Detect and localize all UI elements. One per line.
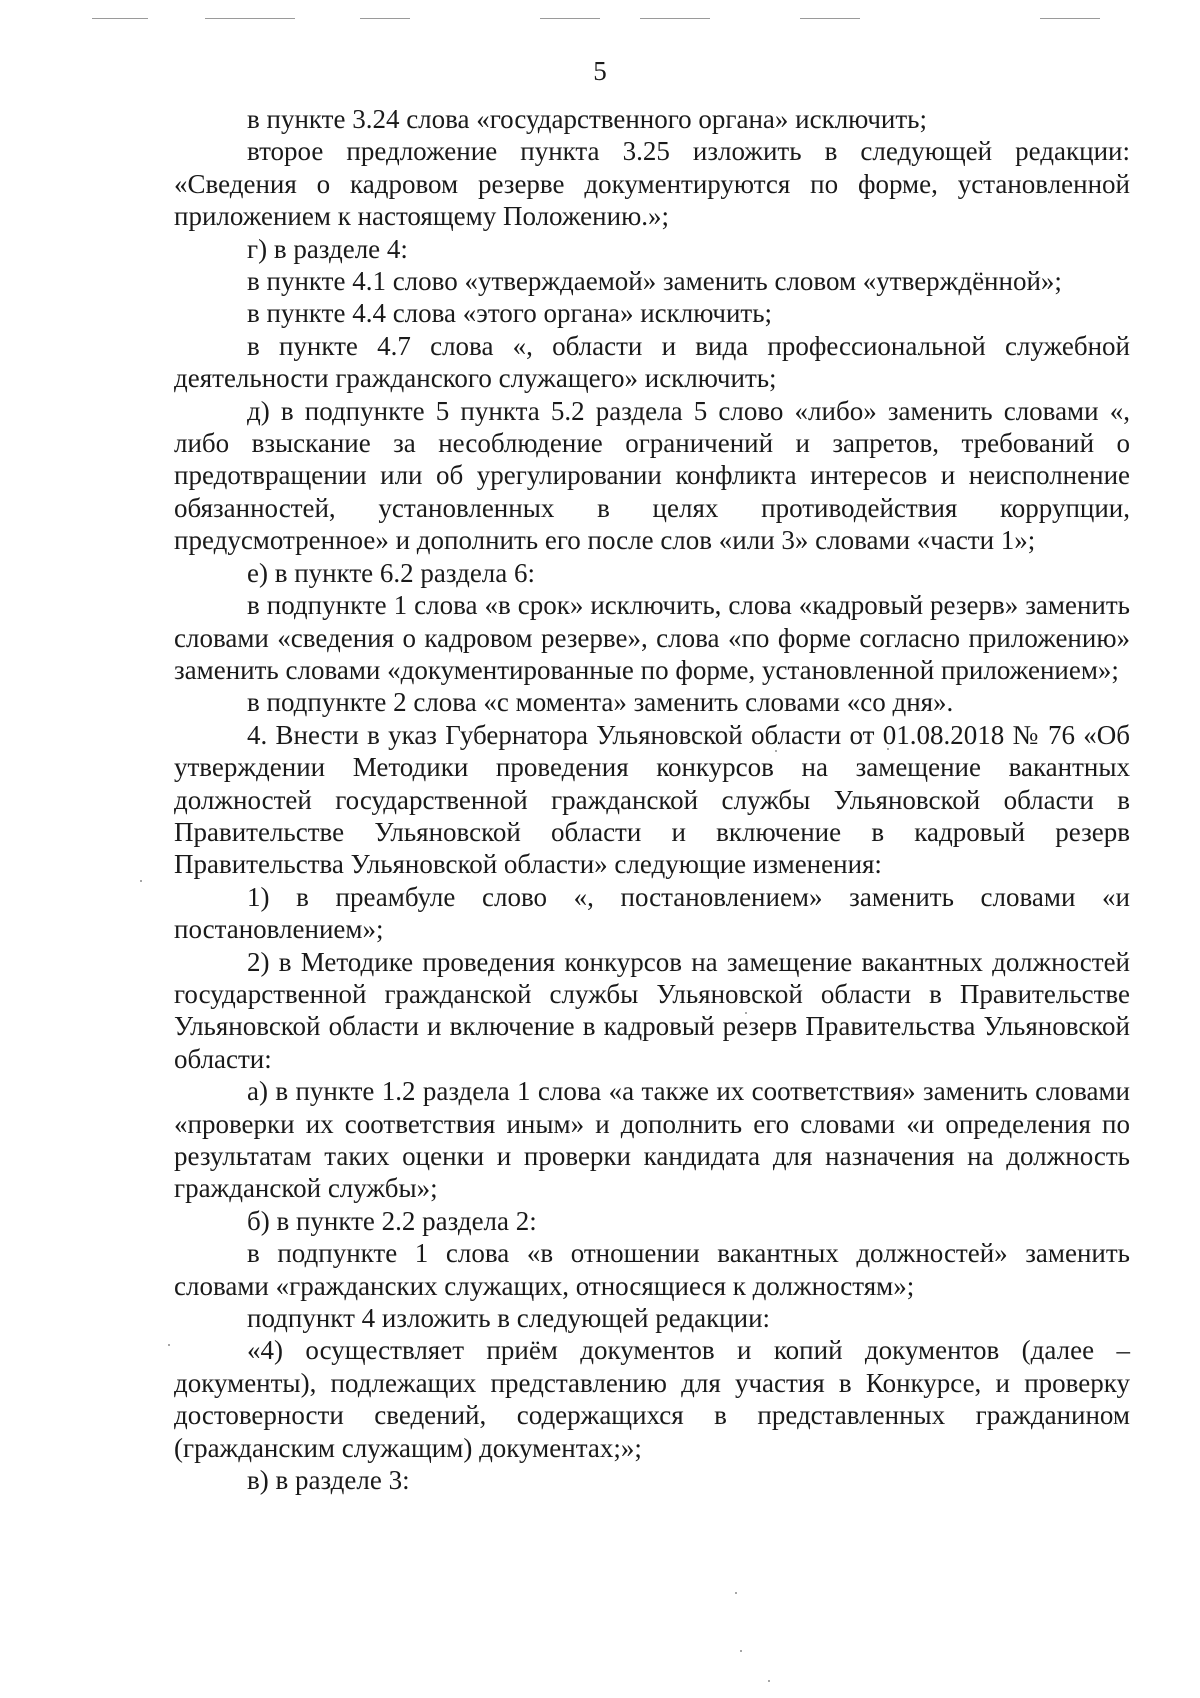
scan-artifact (735, 1592, 737, 1594)
paragraph: в подпункте 1 слова «в срок» исключить, слова «кадровый резерв» заменить словами «сведения о кадровом резерве», слова «по форме согласно приложению» заменить словами «документированные по форме, установленной приложением»; (174, 590, 1130, 685)
scan-artifact (640, 18, 710, 19)
paragraph: второе предложение пункта 3.25 изложить в следующей редакции: «Сведения о кадровом резерве документируются по форме, установленной приложением к настоящему Положению.»; (174, 136, 1130, 232)
paragraph: в пункте 4.7 слова «, области и вида профессиональной служебной деятельности гражданского служащего» исключить; (174, 330, 1130, 394)
paragraph: г) в разделе 4: (247, 233, 408, 264)
scan-artifact (768, 1680, 770, 1682)
scan-artifact (1040, 18, 1100, 19)
paragraph: а) в пункте 1.2 раздела 1 слова «а также их соответствия» заменить словами «проверки их соответствия иным» и дополнить его словами «и определения по результатам таких оценки и проверки кандидата для назначения на должность гражданской службы»; (174, 1076, 1130, 1204)
scan-artifact (92, 18, 148, 19)
scan-artifact (140, 880, 142, 882)
scan-artifact (205, 18, 295, 19)
paragraph: подпункт 4 изложить в следующей редакции: (247, 1303, 771, 1334)
paragraph: в пункте 3.24 слова «государственного органа» исключить; (247, 104, 927, 134)
scan-artifact (168, 1344, 170, 1346)
paragraph: е) в пункте 6.2 раздела 6: (247, 557, 536, 588)
document-body (174, 103, 1130, 1496)
scan-artifact (540, 18, 600, 19)
paragraph: 2) в Методике проведения конкурсов на замещение вакантных должностей государственной гражданской службы Ульяновской области в Правительстве Ульяновской области и включение в кадровый резерв Правительства Ульяновской области: (174, 946, 1130, 1074)
scan-artifact (740, 1650, 742, 1652)
paragraph: в пункте 4.4 слова «этого органа» исключить; (247, 298, 773, 329)
paragraph: «4) осуществляет приём документов и копий документов (далее – документы), подлежащих представлению для участия в Конкурсе, и проверку достоверности сведений, содержащихся в представленных гражданином (гражданским служащим) документах;»; (174, 1335, 1130, 1463)
paragraph: в подпункте 2 слова «с момента» заменить словами «со дня». (247, 687, 954, 718)
paragraph: в) в разделе 3: (247, 1465, 410, 1496)
paragraph: в подпункте 1 слова «в отношении вакантных должностей» заменить словами «гражданских служащих, относящиеся к должностям»; (174, 1238, 1130, 1301)
paragraph: б) в пункте 2.2 раздела 2: (247, 1205, 537, 1236)
page-number: 5 (593, 56, 607, 86)
paragraph: в пункте 4.1 слово «утверждаемой» заменить словом «утверждённой»; (247, 266, 1062, 297)
scan-artifact (800, 18, 860, 19)
paragraph: 1) в преамбуле слово «, постановлением» заменить словами «и постановлением»; (174, 881, 1130, 945)
paragraph: д) в подпункте 5 пункта 5.2 раздела 5 слово «либо» заменить словами «, либо взыскание за несоблюдение ограничений и запретов, требований о предотвращении или об урегулировании конфликта интересов и неисполнение обязанностей, установленных в целях противодействия коррупции, предусмотренное» и дополнить его после слов «или 3» словами «части 1»; (174, 395, 1130, 556)
scan-artifact (360, 18, 410, 19)
paragraph: 4. Внести в указ Губернатора Ульяновской области от 01.08.2018 № 76 «Об утверждении Методики проведения конкурсов на замещение вакантных должностей государственной гражданской службы Ульяновской области в Правительстве Ульяновской области и включение в кадровый резерв Правительства Ульяновской области» следующие изменения: (174, 719, 1130, 880)
